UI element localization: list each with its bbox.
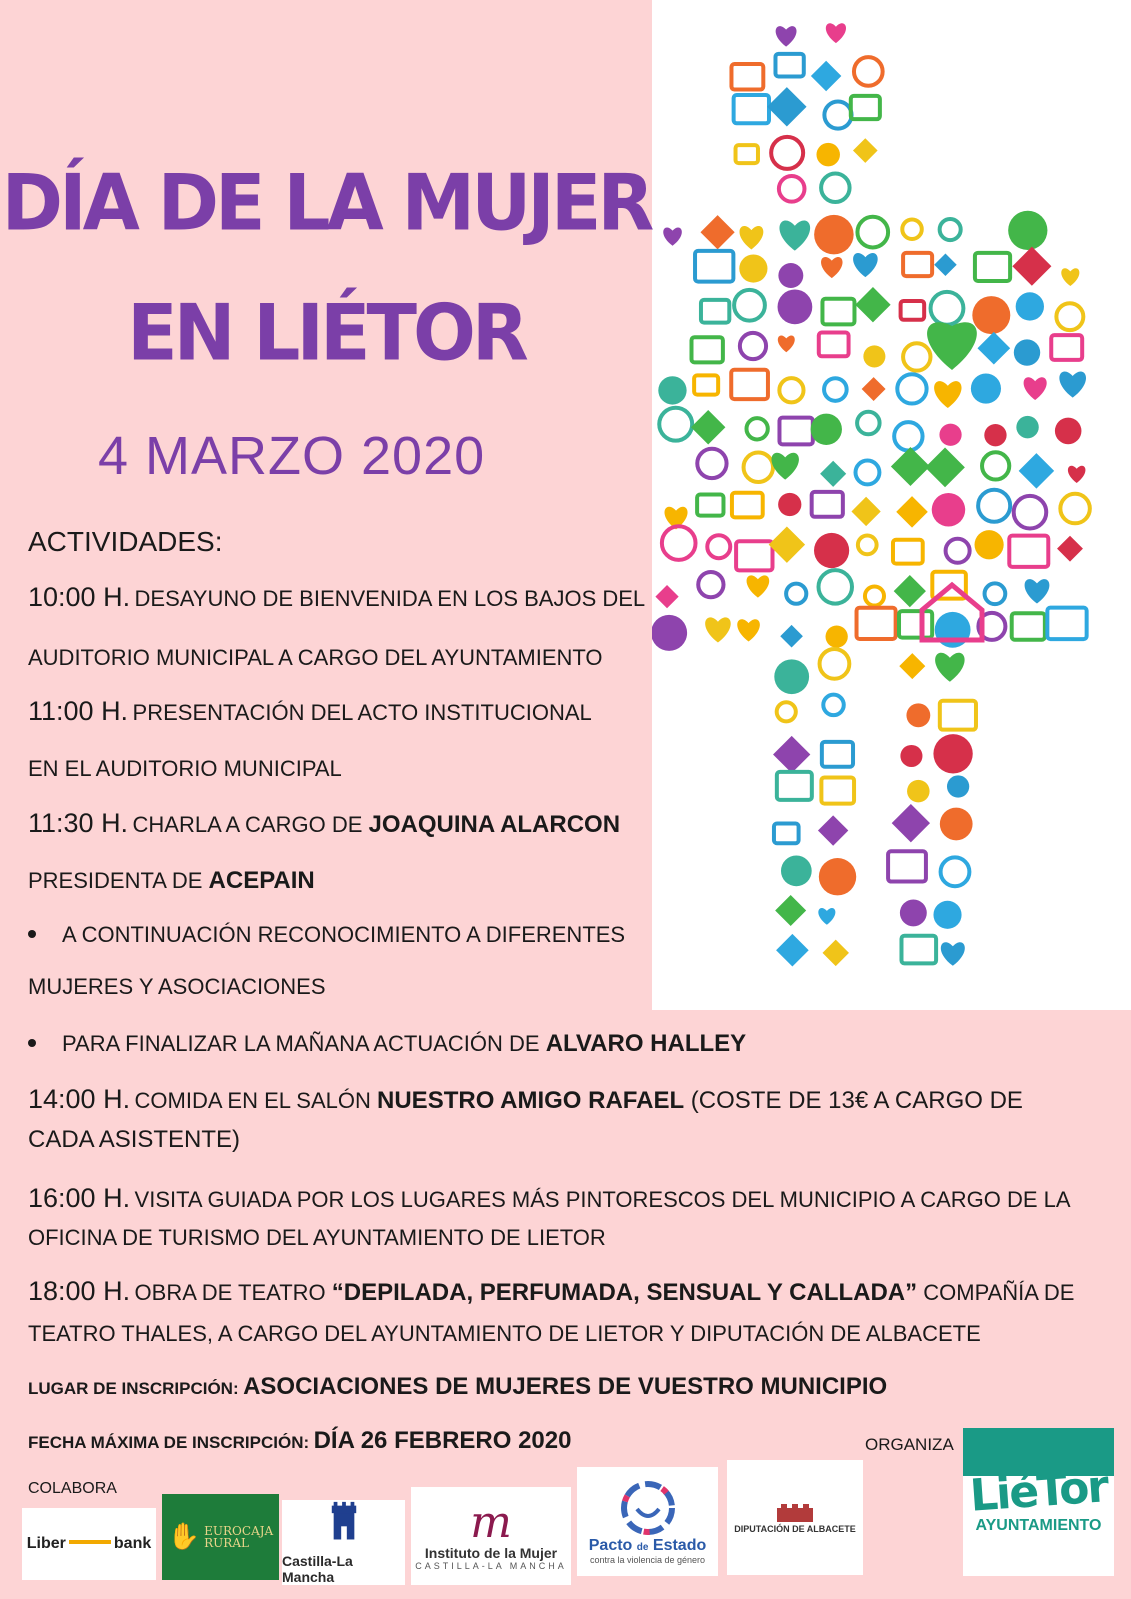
decorative-square-icon	[899, 611, 932, 638]
play-title: “DEPILADA, PERFUMADA, SENSUAL Y CALLADA”	[331, 1279, 918, 1306]
decorative-square-icon	[731, 64, 763, 89]
diputacion-albacete-logo: DIPUTACIÓN DE ALBACETE	[727, 1460, 863, 1575]
item-1000	[28, 582, 645, 613]
decorative-square-icon	[697, 495, 723, 516]
item-text: PRESENTACIÓN DEL ACTO INSTITUCIONAL	[132, 700, 592, 725]
decorative-circle-icon	[778, 263, 803, 288]
decorative-diamond-icon	[811, 61, 841, 91]
item-1000-continued: AUDITORIO MUNICIPAL A CARGO DEL AYUNTAMIENTO	[28, 645, 603, 670]
decorative-heart-icon	[776, 26, 797, 47]
registration-deadline	[28, 1427, 571, 1455]
decorative-ring-icon	[902, 219, 921, 238]
decorative-circle-icon	[826, 626, 848, 648]
decorative-heart-icon	[935, 653, 964, 682]
decorative-ring-icon	[707, 535, 730, 558]
decorative-square-icon	[777, 772, 812, 800]
decorative-heart-icon	[740, 226, 764, 249]
decorative-ring-icon	[698, 572, 723, 597]
item-time: 10:00 H.	[28, 582, 131, 612]
decorative-ring-icon	[855, 460, 879, 484]
registration-place-value: ASOCIACIONES DE MUJERES DE VUESTRO MUNICIPIO	[243, 1373, 888, 1400]
item-1800-continued: TEATRO THALES, A CARGO DEL AYUNTAMIENTO DE LIETOR Y DIPUTACIÓN DE ALBACETE	[28, 1321, 981, 1346]
bullet-recognition: A CONTINUACIÓN RECONOCIMIENTO A DIFERENTES	[28, 922, 625, 948]
event-date: 4 MARZO 2020	[98, 426, 486, 486]
decorative-square-icon	[857, 608, 896, 639]
decorative-heart-icon	[826, 23, 846, 43]
item-1100	[28, 696, 592, 727]
decorative-circle-icon	[652, 615, 687, 651]
decorative-heart-icon	[1059, 371, 1086, 397]
item-time: 11:00 H.	[28, 696, 129, 726]
restaurant-name: NUESTRO AMIGO RAFAEL	[377, 1087, 685, 1114]
heart-icon	[927, 322, 977, 370]
pacto-de-estado-logo: Pacto de Estado contra la violencia de género	[577, 1467, 718, 1576]
decorative-square-icon	[732, 493, 763, 518]
decorative-diamond-icon	[700, 215, 734, 249]
decorative-ring-icon	[894, 422, 922, 450]
decorative-circle-icon	[781, 855, 812, 886]
decorative-circle-icon	[933, 734, 972, 773]
decorative-circle-icon	[900, 745, 922, 767]
decorative-circle-icon	[774, 659, 809, 694]
performer-name: ALVARO HALLEY	[545, 1030, 747, 1057]
decorative-ring-icon	[857, 412, 879, 434]
decorative-heart-icon	[663, 227, 682, 245]
decorative-diamond-icon	[1057, 536, 1083, 562]
decorative-ring-icon	[662, 526, 696, 560]
decorative-square-icon	[888, 851, 926, 881]
decorative-heart-icon	[934, 381, 961, 408]
title-line-2: EN LIÉTOR	[127, 287, 525, 379]
castle-crest-icon	[327, 1500, 361, 1547]
decorative-ring-icon	[659, 408, 692, 441]
decorative-ring-icon	[903, 343, 930, 370]
decorative-square-icon	[975, 253, 1010, 281]
bullet-performance: PARA FINALIZAR LA MAÑANA ACTUACIÓN DE ALVARO HALLEY	[28, 1030, 746, 1058]
eurocaja-rural-logo: ✋ EUROCAJA RURAL	[162, 1494, 279, 1580]
decorative-square-icon	[1051, 335, 1082, 360]
decorative-circle-icon	[811, 414, 842, 445]
decorative-diamond-icon	[925, 448, 965, 488]
registration-place-label: LUGAR DE INSCRIPCIÓN:	[28, 1379, 239, 1398]
decorative-ring-icon	[857, 217, 888, 248]
decorative-circle-icon	[1016, 416, 1038, 438]
item-1800: 18:00 H. OBRA DE TEATRO “DEPILADA, PERFUMADA, SENSUAL Y CALLADA” COMPAÑÍA DE	[28, 1276, 1075, 1306]
decorative-square-icon	[775, 54, 803, 77]
decorative-circle-icon	[863, 345, 885, 367]
decorative-diamond-icon	[894, 575, 926, 607]
decorative-heart-icon	[778, 336, 795, 353]
decorative-diamond-icon	[773, 736, 810, 773]
item-text: CHARLA A CARGO DE	[132, 812, 369, 837]
decorative-diamond-icon	[977, 332, 1010, 365]
decorative-circle-icon	[940, 808, 973, 841]
item-time: 14:00 H.	[28, 1084, 131, 1114]
registration-deadline-label: FECHA MÁXIMA DE INSCRIPCIÓN:	[28, 1433, 310, 1452]
decorative-heart-icon	[1024, 377, 1047, 400]
decorative-heart-icon	[705, 617, 731, 642]
decorative-circle-icon	[932, 493, 965, 526]
decorative-ring-icon	[1056, 303, 1083, 330]
decorative-square-icon	[691, 337, 722, 362]
decorative-circle-icon	[778, 493, 801, 516]
decorative-ring-icon	[786, 584, 806, 604]
decorative-square-icon	[695, 251, 733, 282]
decorative-ring-icon	[1060, 494, 1089, 523]
decorative-circle-icon	[816, 143, 839, 166]
bullet-recognition-continued: MUJERES Y ASOCIACIONES	[28, 974, 326, 999]
decorative-circle-icon	[739, 254, 767, 282]
decorative-square-icon	[736, 541, 772, 570]
decorative-heart-icon	[780, 221, 811, 251]
decorative-square-icon	[903, 253, 932, 276]
title-line-1: DÍA DE LA MUJER	[1, 157, 651, 249]
decorative-heart-icon	[747, 575, 770, 597]
decorative-diamond-icon	[855, 287, 890, 322]
decorative-square-icon	[734, 95, 769, 123]
castilla-la-mancha-logo: Castilla-La Mancha	[282, 1500, 405, 1585]
bullet-dot	[28, 1039, 36, 1047]
organiza-label: ORGANIZA	[865, 1435, 954, 1454]
decorative-ring-icon	[818, 570, 852, 604]
decorative-square-icon	[851, 96, 880, 119]
decorative-ring-icon	[824, 101, 851, 128]
coat-of-arms-icon	[775, 1502, 815, 1524]
decorative-square-icon	[779, 418, 812, 445]
decorative-circle-icon	[939, 424, 961, 446]
decorative-circle-icon	[814, 533, 849, 568]
decorative-heart-icon	[1061, 268, 1079, 286]
decorative-circle-icon	[900, 899, 927, 926]
ayuntamiento-lietor-logo: LiéTor AYUNTAMIENTO	[963, 1428, 1114, 1576]
decorative-square-icon	[822, 742, 853, 767]
association-name: ACEPAIN	[208, 867, 315, 894]
decorative-ring-icon	[985, 583, 1006, 604]
decorative-ring-icon	[779, 176, 805, 202]
item-time: 11:30 H.	[28, 808, 129, 838]
decorative-diamond-icon	[899, 653, 925, 679]
woman-icons-illustration	[652, 0, 1131, 1010]
decorative-circle-icon	[972, 296, 1010, 334]
decorative-diamond-icon	[820, 461, 846, 487]
decorative-circle-icon	[814, 215, 854, 255]
decorative-ring-icon	[734, 290, 765, 321]
decorative-heart-icon	[1025, 579, 1050, 603]
decorative-diamond-icon	[862, 377, 886, 401]
item-1130-continued: PRESIDENTA DE ACEPAIN	[28, 867, 315, 894]
decorative-square-icon	[701, 300, 729, 323]
decorative-ring-icon	[940, 219, 961, 240]
decorative-diamond-icon	[818, 815, 848, 845]
item-1400: 14:00 H. COMIDA EN EL SALÓN NUESTRO AMIGO RAFAEL (COSTE DE 13€ A CARGO DE	[28, 1084, 1023, 1114]
decorative-circle-icon	[975, 530, 1004, 559]
decorative-square-icon	[812, 492, 843, 517]
decorative-square-icon	[940, 701, 976, 730]
decorative-square-icon	[736, 145, 758, 163]
instituto-de-la-mujer-logo: m Instituto de la Mujer CASTILLA-LA MANCHA	[411, 1487, 571, 1585]
item-1400-continued: CADA ASISTENTE)	[28, 1126, 241, 1153]
decorative-diamond-icon	[934, 254, 957, 277]
speaker-name: JOAQUINA ALARCON	[368, 811, 621, 838]
decorative-ring-icon	[854, 57, 883, 86]
decorative-diamond-icon	[851, 497, 880, 526]
decorative-diamond-icon	[691, 410, 725, 444]
item-1600: 16:00 H. VISITA GUIADA POR LOS LUGARES MÁS PINTORESCOS DEL MUNICIPIO A CARGO DE LA	[28, 1183, 1071, 1213]
decorative-ring-icon	[897, 374, 926, 403]
activities-heading: ACTIVIDADES:	[28, 526, 223, 557]
decorative-heart-icon	[818, 908, 835, 925]
decorative-ring-icon	[941, 857, 970, 886]
decorative-ring-icon	[982, 452, 1009, 479]
decorative-ring-icon	[779, 378, 803, 402]
decorative-ring-icon	[931, 292, 964, 325]
decorative-diamond-icon	[896, 496, 928, 528]
decorative-square-icon	[694, 375, 718, 394]
decorative-circle-icon	[971, 374, 1001, 404]
decorative-circle-icon	[1016, 292, 1044, 320]
decorative-square-icon	[893, 540, 923, 564]
decorative-square-icon	[901, 301, 925, 320]
decorative-ring-icon	[744, 453, 773, 482]
decorative-diamond-icon	[853, 138, 878, 163]
decorative-diamond-icon	[775, 895, 806, 926]
decorative-heart-icon	[853, 253, 878, 277]
decorative-square-icon	[731, 370, 768, 399]
item-1600-continued: OFICINA DE TURISMO DEL AYUNTAMIENTO DE LIETOR	[28, 1225, 606, 1250]
decorative-ring-icon	[746, 418, 767, 439]
decorative-heart-icon	[771, 453, 798, 480]
decorative-ring-icon	[820, 649, 850, 679]
decorative-circle-icon	[819, 858, 856, 895]
decorative-ring-icon	[823, 695, 843, 715]
item-text: DESAYUNO DE BIENVENIDA EN LOS BAJOS DEL	[134, 586, 646, 611]
decorative-diamond-icon	[1012, 247, 1051, 286]
decorative-heart-icon	[737, 619, 760, 641]
decorative-circle-icon	[1014, 339, 1040, 365]
decorative-square-icon	[821, 777, 854, 803]
decorative-diamond-icon	[1019, 453, 1055, 489]
decorative-circle-icon	[658, 376, 686, 404]
smile-circle-icon	[613, 1479, 683, 1537]
decorative-ring-icon	[821, 173, 849, 201]
decorative-square-icon	[819, 332, 849, 356]
decorative-circle-icon	[1008, 211, 1047, 250]
decorative-square-icon	[1047, 608, 1086, 639]
decorative-circle-icon	[778, 289, 813, 324]
decorative-circle-icon	[1055, 418, 1082, 445]
decorative-ring-icon	[824, 378, 847, 401]
decorative-ring-icon	[1014, 496, 1047, 529]
decorative-heart-icon	[941, 942, 965, 966]
decorative-ring-icon	[865, 586, 884, 605]
decorative-heart-icon	[821, 257, 843, 278]
decorative-diamond-icon	[767, 87, 806, 126]
hand-leaf-icon: ✋	[167, 1522, 201, 1552]
decorative-ring-icon	[858, 535, 877, 554]
decorative-diamond-icon	[892, 804, 930, 842]
bullet-dot	[28, 930, 36, 938]
decorative-ring-icon	[740, 333, 766, 359]
decorative-circle-icon	[947, 775, 969, 797]
decorative-circle-icon	[984, 424, 1006, 446]
liberbank-logo: Liber bank	[22, 1508, 156, 1580]
item-1130	[28, 808, 620, 839]
decorative-diamond-icon	[776, 934, 809, 967]
decorative-ring-icon	[697, 449, 726, 478]
decorative-circle-icon	[907, 780, 930, 803]
item-time: 16:00 H.	[28, 1183, 131, 1213]
item-1100-continued: EN EL AUDITORIO MUNICIPAL	[28, 756, 342, 781]
decorative-diamond-icon	[780, 625, 803, 648]
decorative-square-icon	[822, 299, 854, 325]
decorative-square-icon	[1009, 536, 1048, 567]
registration-deadline-value: DÍA 26 FEBRERO 2020	[313, 1427, 572, 1454]
decorative-square-icon	[901, 936, 936, 964]
woman-silhouette-made-of-icons	[652, 0, 1131, 1010]
colabora-label: COLABORA	[28, 1480, 117, 1497]
decorative-circle-icon	[906, 703, 930, 727]
decorative-ring-icon	[978, 490, 1010, 522]
decorative-diamond-icon	[822, 940, 848, 966]
decorative-ring-icon	[946, 539, 970, 563]
item-time: 18:00 H.	[28, 1276, 131, 1306]
decorative-square-icon	[1012, 613, 1045, 640]
decorative-heart-icon	[1068, 466, 1086, 483]
decorative-diamond-icon	[655, 585, 678, 608]
decorative-ring-icon	[771, 137, 803, 169]
decorative-ring-icon	[777, 702, 796, 721]
registration-place	[28, 1373, 887, 1401]
decorative-square-icon	[774, 824, 799, 844]
decorative-diamond-icon	[891, 447, 930, 486]
decorative-circle-icon	[933, 901, 961, 929]
